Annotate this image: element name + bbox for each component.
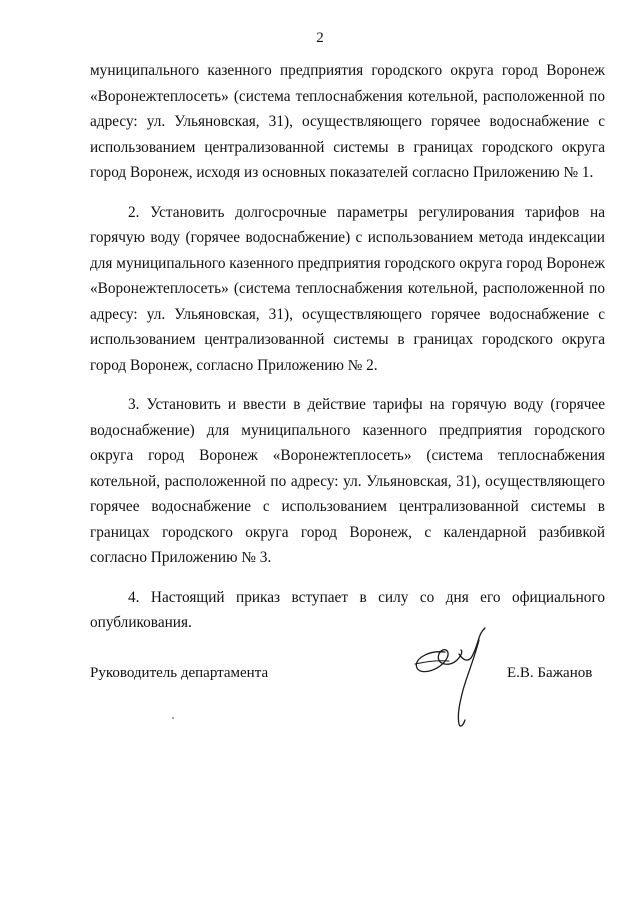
signatory-position: Руководитель департамента xyxy=(90,665,269,681)
document-body xyxy=(90,58,605,636)
paragraph-item-2: 2. Установить долгосрочные параметры регулирования тарифов на горячую воду (горячее водоснабжение) с использованием метода индексации для муниципального казенного предприятия городского округа город Воронеж «Воронежтеплосеть» (система теплоснабжения котельной, расположенной по адресу: ул. Ульяновская, 31), осуществляющего горячее водоснабжение с использованием централизованной системы в границах городского округа город Воронеж, согласно Приложению № 2. xyxy=(90,203,605,374)
paragraph-item-3: 3. Установить и ввести в действие тарифы на горячую воду (горячее водоснабжение) для муниципального казенного предприятия городского округа город Воронеж «Воронежтеплосеть» (система теплоснабжения котельной, расположенной по адресу: ул. Ульяновская, 31), осуществляющего горячее водоснабжение с использованием централизованной системы в границах городского округа город Воронеж, с календарной разбивкой согласно Приложению № 3. xyxy=(90,396,605,566)
paragraph-continuation: муниципального казенного предприятия городского округа город Воронеж «Воронежтеплосеть» (система теплоснабжения котельной, расположенной по адресу: ул. Ульяновская, 31), осуществляющего горячее водоснабжение с использованием централизованной системы в границах городского округа город Воронеж, исходя из основных показателей согласно Приложению № 1. xyxy=(90,62,605,181)
paragraph-item-4: 4. Настоящий приказ вступает в силу со дня его официального опубликования. xyxy=(90,588,605,631)
page-number: 2 xyxy=(316,30,324,46)
handwritten-signature xyxy=(405,624,505,729)
scan-speck xyxy=(172,717,174,719)
signer-name: Е.В. Бажанов xyxy=(507,665,593,681)
